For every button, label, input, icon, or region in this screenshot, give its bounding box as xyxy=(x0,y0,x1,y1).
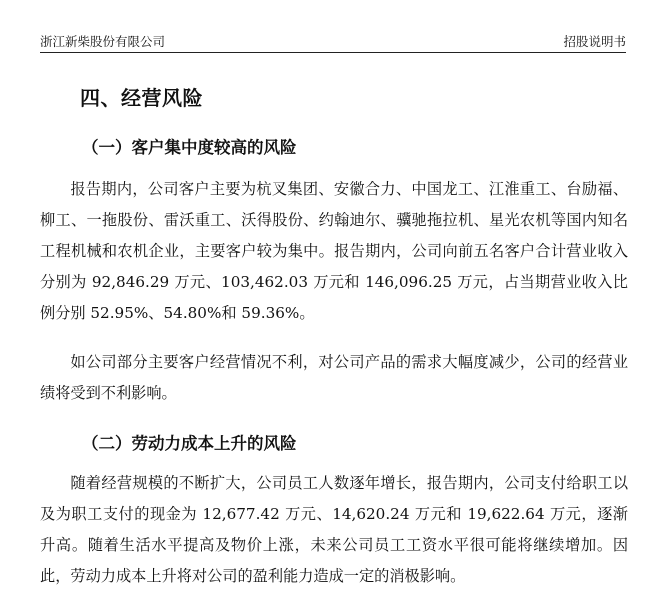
header-company-name: 浙江新柴股份有限公司 xyxy=(40,34,166,49)
risk-title-labor-cost: （二）劳动力成本上升的风险 xyxy=(82,434,297,453)
page-header xyxy=(40,28,626,53)
risk-paragraph-customer-concentration-1: 报告期内，公司客户主要为杭叉集团、安徽合力、中国龙工、江淮重工、台励福、柳工、一拖股份、雷沃重工、沃得股份、约翰迪尔、骥驰拖拉机、星光农机等国内知名工程机械和农机企业，主要客户较为集中。报告期内，公司向前五名客户合计营业收入分别为 92,846.29 万元、103,462.03 万元和 146,096.25 万元，占当期营业收入比例分别 52.95%、54.80%和 59.36%。 xyxy=(40,180,628,322)
risk-title-customer-concentration: （一）客户集中度较高的风险 xyxy=(82,138,297,157)
risk-paragraph-customer-concentration-2: 如公司部分主要客户经营情况不利，对公司产品的需求大幅度减少，公司的经营业绩将受到不利影响。 xyxy=(40,353,628,402)
section-title: 四、经营风险 xyxy=(80,86,203,110)
risk-paragraph-labor-cost-1: 随着经营规模的不断扩大，公司员工人数逐年增长，报告期内，公司支付给职工以及为职工支付的现金为 12,677.42 万元、14,620.24 万元和 19,622.64 万元，逐渐升高。随着生活水平提高及物价上涨，未来公司员工工资水平很可能将继续增加。因此，劳动力成本上升将对公司的盈利能力造成一定的消极影响。 xyxy=(40,474,628,585)
header-document-type: 招股说明书 xyxy=(563,34,626,49)
